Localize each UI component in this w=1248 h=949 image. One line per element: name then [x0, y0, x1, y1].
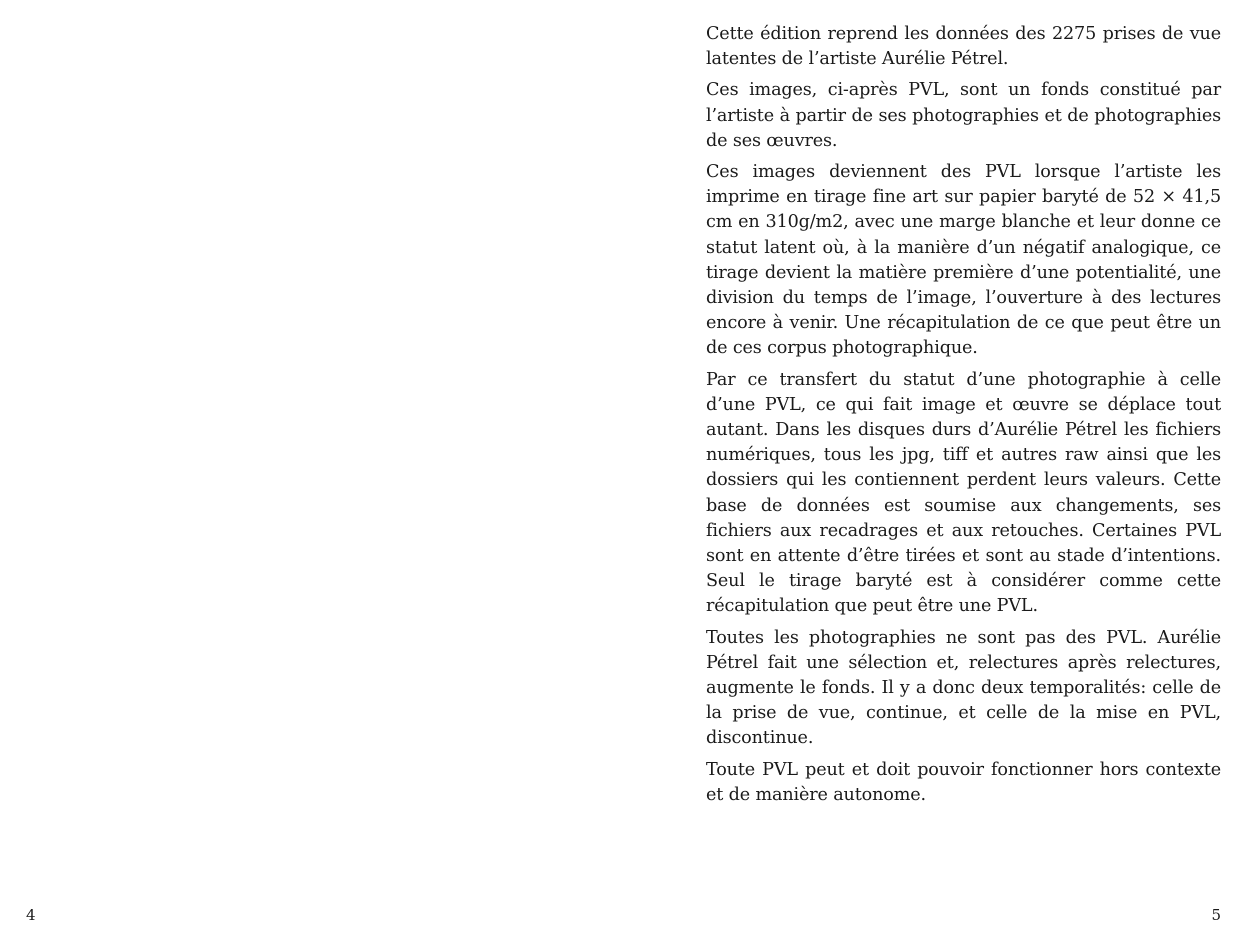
left-page-number: 4 [26, 906, 36, 924]
body-text [706, 22, 1221, 814]
paragraph-2: Ces images, ci-après PVL, sont un fonds constitué par l’artiste à partir de ses photographies et de photographies de ses œuvres. [706, 80, 1221, 151]
paragraph-3: Ces images deviennent des PVL lorsque l’artiste les imprime en tirage fine art sur papier baryté de 52 × 41,5 cm en 310g/m2, avec une marge blanche et leur donne ce statut latent où, à la manière d’un négatif analogique, ce tirage devient la matière première d’une potentialité, une division du temps de l’image, l’ouverture à des lectures encore à venir. Une récapitulation de ce que peut être un de ces corpus photographique. [706, 162, 1221, 359]
paragraph-6: Toute PVL peut et doit pouvoir fonctionner hors contexte et de manière autonome. [706, 759, 1221, 805]
right-page-number: 5 [1211, 906, 1221, 924]
paragraph-5: Toutes les photographies ne sont pas des PVL. Aurélie Pétrel fait une sélection et, relectures après relectures, augmente le fonds. Il y a donc deux temporalités: celle de la prise de vue, continue, et celle de la mise en PVL, discontinue. [706, 627, 1221, 749]
right-page [624, 0, 1248, 949]
paragraph-1: Cette édition reprend les données des 2275 prises de vue latentes de l’artiste Aurélie Pétrel. [706, 24, 1221, 70]
paragraph-4: Par ce transfert du statut d’une photographie à celle d’une PVL, ce qui fait image et œuvre se déplace tout autant. Dans les disques durs d’Aurélie Pétrel les fichiers numériques, tous les jpg, tiff et autres raw ainsi que les dossiers qui les contiennent perdent leurs valeurs. Cette base de données est soumise aux changements, ses fichiers aux recadrages et aux retouches. Certaines PVL sont en attente d’être tirées et sont au stade d’intentions. Seul le tirage baryté est à considérer comme cette récapitulation que peut être une PVL. [706, 369, 1221, 617]
